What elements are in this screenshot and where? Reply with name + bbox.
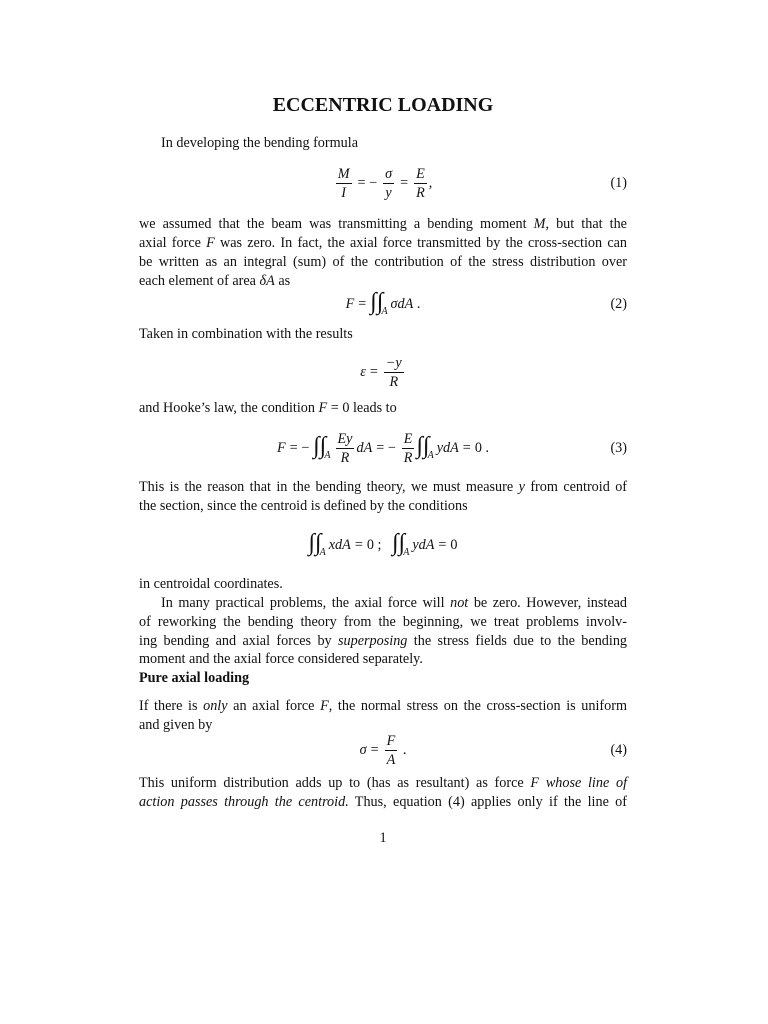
paragraph-line: the section, since the centroid is defined by the conditions [139,498,468,514]
paragraph-line: axial force F was zero. In fact, the axial force transmitted by the cross-section can [139,235,628,251]
paragraph-line: moment and the axial force considered separately. [139,651,423,667]
paragraph-line: ing bending and axial forces by superposing the stress fields due to the bending [139,633,628,649]
paragraph-line: action passes through the centroid. Thus, equation (4) applies only if the line of [139,794,627,810]
equation-strain: ε = $\frac{-y}{R}$ [360,354,402,390]
equation-number: (2) [610,295,627,312]
paragraph-line: This uniform distribution adds up to (has as resultant) as force F whose line of [139,775,628,791]
equation-1: $\frac{M}{I}$ = − $\frac{\sigma}{y}$ = $\frac{E}{R}$ , (1) [139,163,627,203]
equation-3: F = − ∫∫ A $\frac{Ey}{R}$ dA = − $\frac{E}{R}$ ∫∫ A ydA = 0 . (3) [139,428,627,468]
paragraph-line: and Hooke’s law, the condition F = 0 leads to [139,400,397,416]
paragraph-line: we assumed that the beam was transmitting a bending moment M, but that the [139,216,627,232]
equation-centroid: ∫∫ A xdA = 0 ; ∫∫ A ydA = 0 [308,530,458,558]
paragraph-line: of reworking the bending theory from the beginning, we treat problems involv- [139,614,627,630]
paragraph-line: Taken in combination with the results [139,326,353,342]
equation-4: σ = $\frac{F}{A}$ . (4) [139,730,627,770]
paragraph-line: In many practical problems, the axial force will not be zero. However, instead [161,595,628,611]
paragraph-intro: In developing the bending formula [161,135,358,151]
equation-2: F = ∫∫ A σdA . (2) [139,284,627,324]
section-heading: Pure axial loading [139,670,250,686]
paragraph-line: and given by [139,717,213,733]
page-number: 1 [379,830,387,846]
paragraph-line: each element of area δA as [139,273,291,289]
equation-number: (4) [610,741,627,758]
paragraph-line: This is the reason that in the bending theory, we must measure y from centroid of [139,479,628,495]
paragraph-line: If there is only an axial force F, the normal stress on the cross-section is uniform [139,698,627,714]
paragraph-line: in centroidal coordinates. [139,576,283,592]
document-title: ECCENTRIC LOADING [272,94,494,116]
paragraph-line: be written as an integral (sum) of the contribution of the stress distribution over [139,254,627,270]
equation-number: (3) [610,439,627,456]
equation-number: (1) [610,174,627,191]
